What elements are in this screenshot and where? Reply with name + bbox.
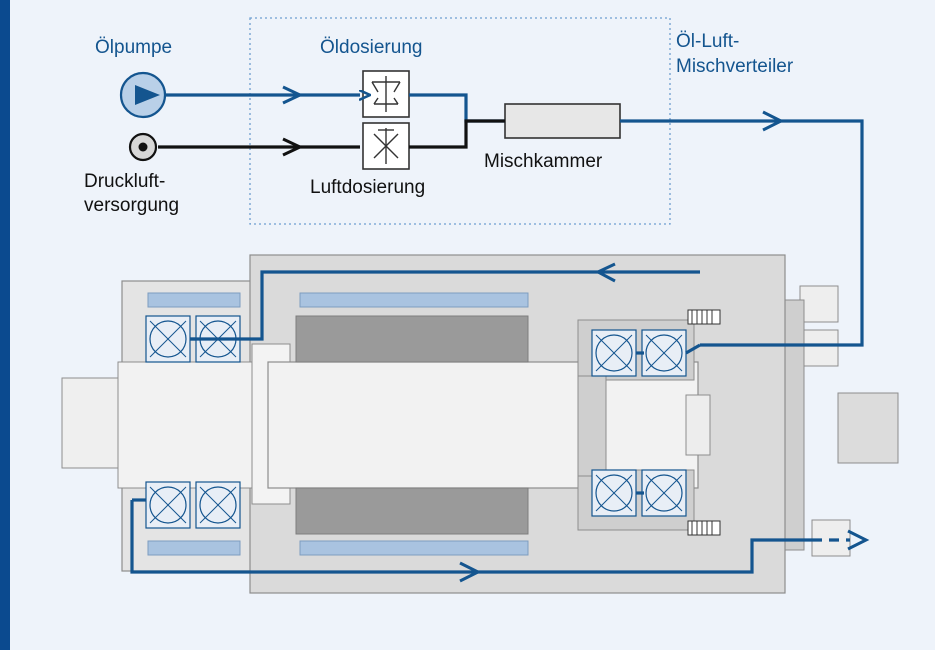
coil-bar-mid-bottom (300, 541, 528, 555)
labyrinth-seal-top-icon (688, 310, 720, 324)
stator-bottom (296, 488, 528, 534)
oil-pump-icon (121, 73, 165, 117)
air-supply-icon (130, 134, 156, 160)
spindle-rear-port-mid (800, 330, 838, 366)
bearing-rear-top-1 (592, 330, 636, 376)
bearing-front-bottom-2 (196, 482, 240, 528)
label-oil-dosing: Öldosierung (320, 37, 423, 58)
spindle-shaft (268, 362, 698, 488)
spindle-rear-block (838, 393, 898, 463)
bearing-front-top-1 (146, 316, 190, 362)
bearing-rear-bottom-1 (592, 470, 636, 516)
label-air-supply-line2: versorgung (84, 195, 180, 216)
oil-line-dosing-to-chamber (409, 95, 505, 121)
coil-bar-mid-top (300, 293, 528, 307)
label-air-dosing: Luftdosierung (310, 177, 426, 198)
label-oil-pump: Ölpumpe (95, 37, 173, 58)
coil-bar-front-bottom (148, 541, 240, 555)
label-distributor-line1: Öl-Luft- (676, 31, 740, 52)
mixing-chamber-box (505, 104, 620, 138)
labyrinth-seal-bottom-icon (688, 521, 720, 535)
bearing-spacer-rear (578, 376, 606, 476)
air-dosing-valve-icon (363, 123, 409, 169)
bearing-rear-bottom-2 (642, 470, 686, 516)
spindle-rear-port-top (800, 286, 838, 322)
label-distributor-line2: Mischverteiler (676, 56, 794, 77)
dashed-exhaust-arrow-icon (848, 531, 866, 549)
air-line-dosing-to-chamber (409, 121, 505, 147)
stator-top (296, 316, 528, 362)
spindle-nose (118, 362, 268, 488)
oil-dosing-valve-icon (363, 71, 409, 117)
label-mixing-chamber: Mischkammer (484, 151, 603, 172)
coil-bar-front-top (148, 293, 240, 307)
spindle-rear-port-bottom (812, 520, 850, 556)
shaft-rear-step (686, 395, 710, 455)
label-air-supply-line1: Druckluft- (84, 171, 166, 192)
bearing-front-bottom-1 (146, 482, 190, 528)
bearing-rear-top-2 (642, 330, 686, 376)
